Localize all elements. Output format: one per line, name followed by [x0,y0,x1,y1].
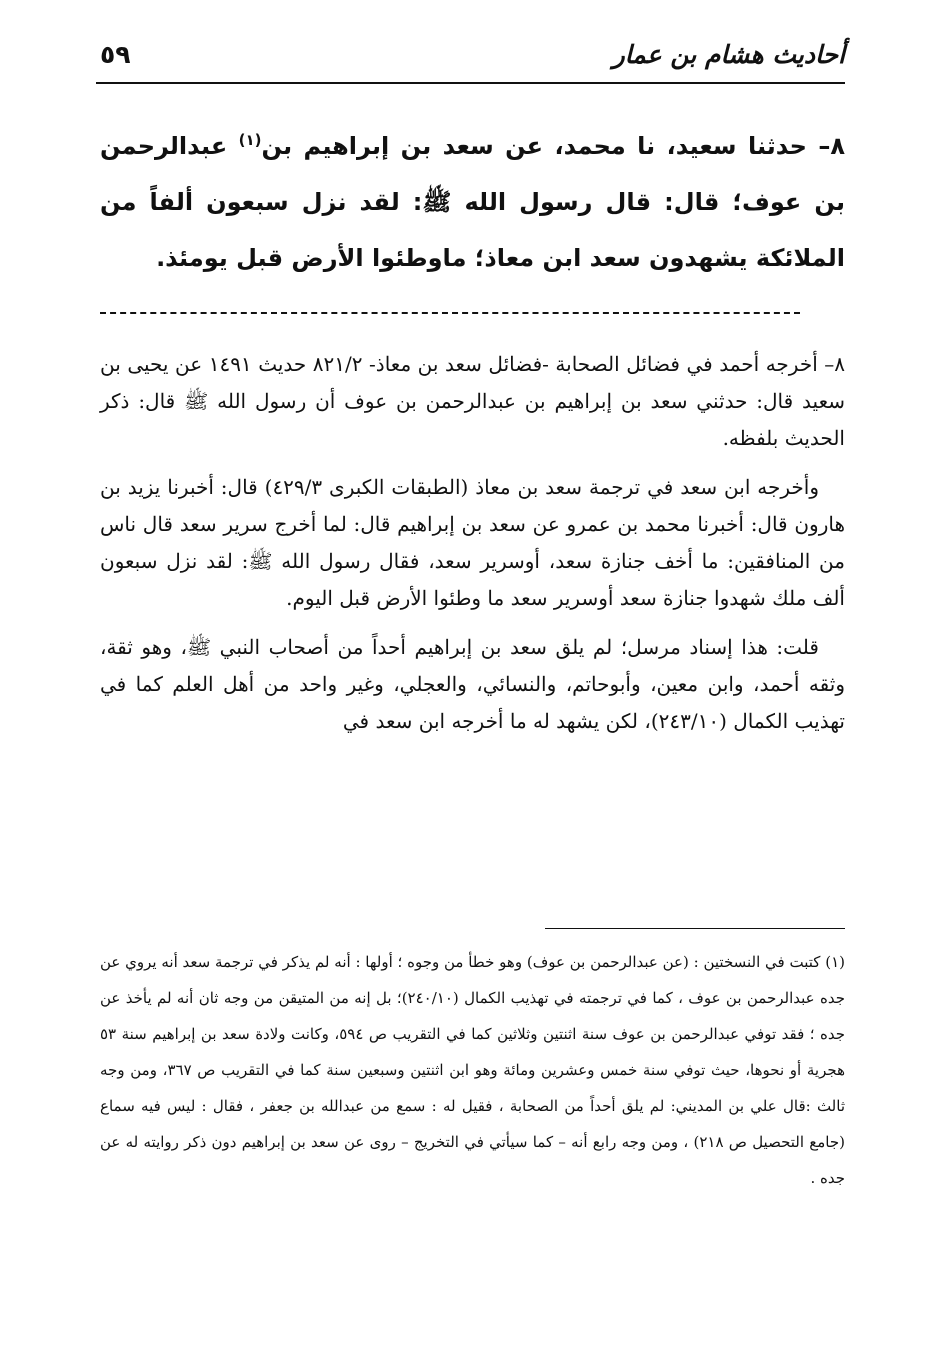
commentary [100,346,845,752]
footnote-rule [545,928,845,929]
footnote-reference: (١) [238,131,262,149]
commentary-paragraph: ٨– أخرجه أحمد في فضائل الصحابة -فضائل سعد بن معاذ- ٨٢١/٢ حديث ١٤٩١ عن يحيى بن سعيد قال: حدثني سعد بن إبراهيم بن عبدالرحمن بن عوف أن رسول الله ﷺ قال: ذكر الحديث بلفظه. [100,352,846,450]
footnote [100,944,845,1196]
hadith-text-rest: عبدالرحمن بن عوف؛ قال: قال رسول الله ﷺ: لقد نزل سبعون ألفاً من الملائكة يشهدون سعد ابن معاذ؛ ماوطئوا الأرض قبل يومئذ. [100,132,845,272]
commentary-paragraph: قلت: هذا إسناد مرسل؛ لم يلق سعد بن إبراهيم أحداً من أصحاب النبي ﷺ، وهو ثقة، وثقه أحمد، وابن معين، وأبوحاتم، والنسائي، والعجلي، وغير واحد من أهل العلم كما في تهذيب الكمال (٢٤٣/١٠)، لكن يشهد له ما أخرجه ابن سعد في [100,635,845,733]
footnote-text: (١) كتبت في النسختين : (عن عبدالرحمن بن عوف) وهو خطأ من وجوه ؛ أولها : أنه لم يذكر في ترجمة سعد أنه يروي عن جده عبدالرحمن بن عوف ، كما في ترجمته في تهذيب الكمال (٢٤٠/١٠)؛ بل إنه من المتيقن من وجه ثان أنه لم يأخذ عن جده ؛ فقد توفي عبدالرحمن بن عوف سنة اثنتين وثلاثين كما في التقريب ص ٥٩٤، وكانت ولادة سعد بن إبراهيم سنة ٥٣ هجرية أو نحوها، حيث توفي سنة خمس وعشرين ومائة وهو ابن اثنتين وسبعين سنة كما في التقريب ص ٣٦٧، ومن وجه ثالث :قال علي بن المديني: لم يلق أحداً من الصحابة ، فقيل له : سمع من عبدالله بن جعفر ، فقال : ليس فيه سماع (جامع التحصيل ص ٢١٨) ، ومن وجه رابع أنه – كما سيأتي في التخريج – روى عن سعد بن إبراهيم دون ذكر روايته له عن جده . [100,953,846,1187]
hadith-separator [100,312,800,314]
running-header-title: أحاديث هشام بن عمار [612,40,845,69]
hadith-text [100,118,845,286]
commentary-paragraph: وأخرجه ابن سعد في ترجمة سعد بن معاذ (الطبقات الكبرى ٤٢٩/٣) قال: أخبرنا يزيد بن هارون قال: أخبرنا محمد بن عمرو عن سعد بن إبراهيم قال: لما أخرج سرير سعد قال ناس من المنافقين: ما أخف جنازة سعد، أوسرير سعد، فقال رسول الله ﷺ: لقد نزل سبعون ألف ملك شهدوا جنازة سعد أوسرير سعد ما وطئوا الأرض قبل اليوم. [100,475,845,610]
hadith-text-start: ٨– حدثنا سعيد، نا محمد، عن سعد بن إبراهيم بن [261,132,846,160]
page-number: ٥٩ [100,40,131,69]
header-rule [96,82,845,84]
hadith-paragraph [100,118,845,286]
